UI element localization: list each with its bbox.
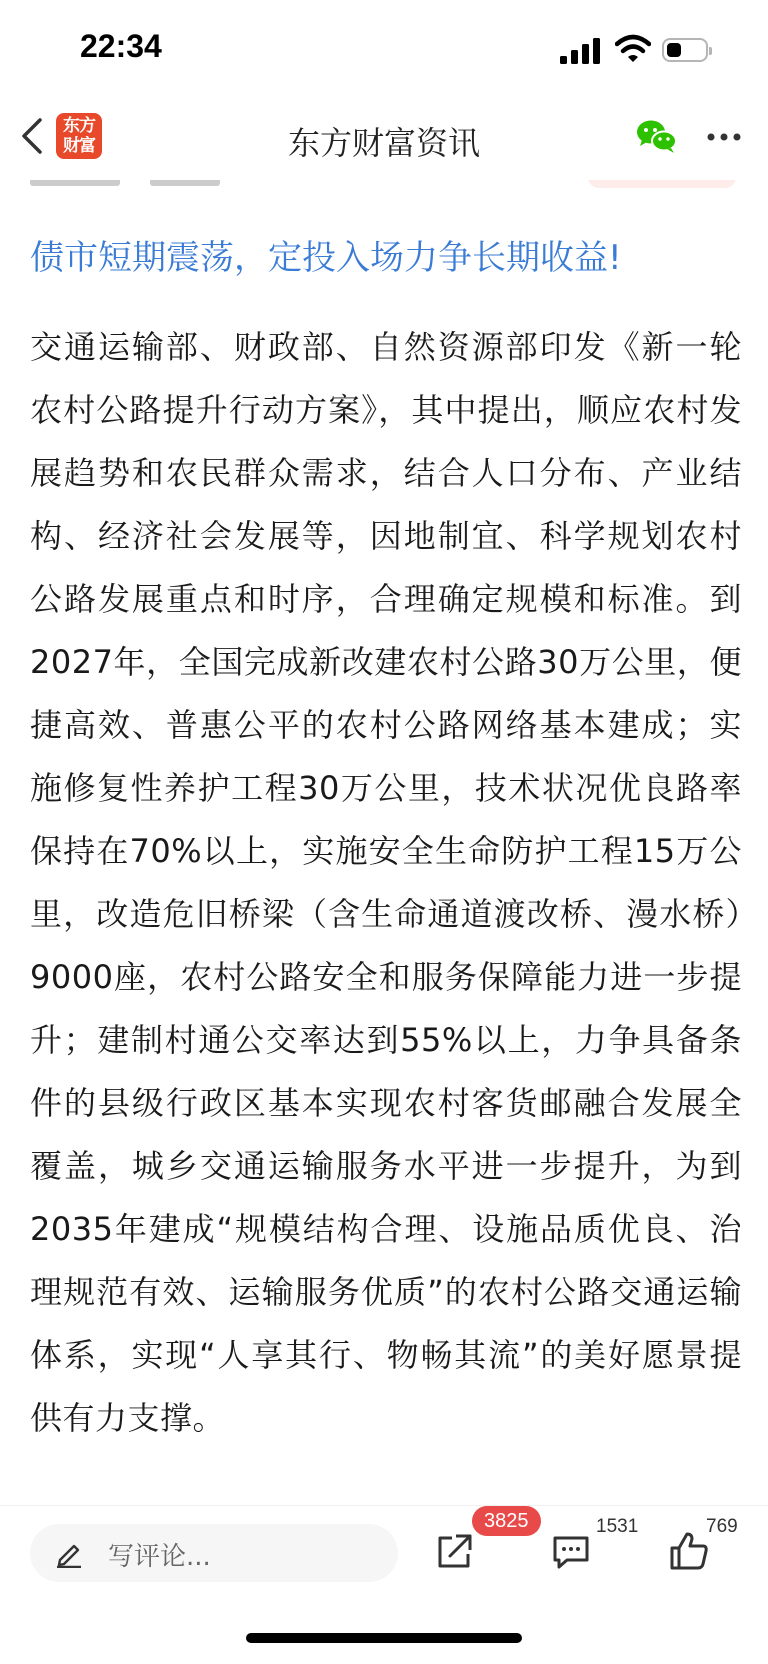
scrolled-content-edge — [0, 180, 768, 190]
logo-line2: 财富 — [63, 136, 95, 156]
article-headline-link[interactable]: 债市短期震荡，定投入场力争长期收益! — [30, 238, 622, 278]
ghost-text — [30, 180, 120, 186]
logo-line1: 东方 — [63, 116, 95, 136]
thumbs-up-icon[interactable] — [668, 1530, 710, 1572]
like-count: 769 — [706, 1516, 738, 1537]
status-time: 22:34 — [80, 28, 162, 64]
ghost-text — [150, 180, 220, 186]
wifi-icon — [615, 34, 651, 64]
signal-icon — [560, 38, 602, 64]
comment-input[interactable] — [30, 1524, 398, 1582]
article-body: 交通运输部、财政部、自然资源部印发《新一轮农村公路提升行动方案》，其中提出，顺应农村发展趋势和农民群众需求，结合人口分布、产业结构、经济社会发展等，因地制宜、科学规划农村公路发展重点和时序，合理确定规模和标准。到2027年，全国完成新改建农村公路30万公里，便捷高效、普惠公平的农村公路网络基本建成；实施修复性养护工程30万公里，技术状况优良路率保持在70%以上，实施安全生命防护工程15万公里，改造危旧桥梁（含生命通道渡改桥、漫水桥）9000座，农村公路安全和服务保障能力进一步提升；建制村通公交率达到55%以上，力争具备条件的县级行政区基本实现农村客货邮融合发展全覆盖，城乡交通运输服务水平进一步提升，为到2035年建成“规模结构合理、设施品质优良、治理规范有效、运输服务优质”的农村公路交通运输体系，实现“人享其行、物畅其流”的美好愿景提供有力支撑。 — [30, 328, 742, 1437]
comment-icon[interactable] — [551, 1534, 591, 1570]
wechat-icon[interactable] — [636, 118, 678, 154]
pencil-icon — [54, 1538, 84, 1568]
battery-level — [667, 43, 681, 57]
comment-count: 1531 — [596, 1516, 639, 1537]
home-indicator[interactable] — [246, 1633, 522, 1643]
comment-placeholder: 写评论... — [108, 1542, 211, 1572]
share-icon[interactable] — [434, 1532, 474, 1572]
share-count-badge: 3825 — [472, 1506, 541, 1536]
more-icon[interactable] — [706, 132, 742, 142]
battery-icon — [662, 38, 708, 62]
page-title: 东方财富资讯 — [287, 124, 480, 162]
ghost-pill — [588, 180, 736, 188]
status-bar — [0, 0, 768, 96]
nav-bar — [0, 96, 768, 180]
